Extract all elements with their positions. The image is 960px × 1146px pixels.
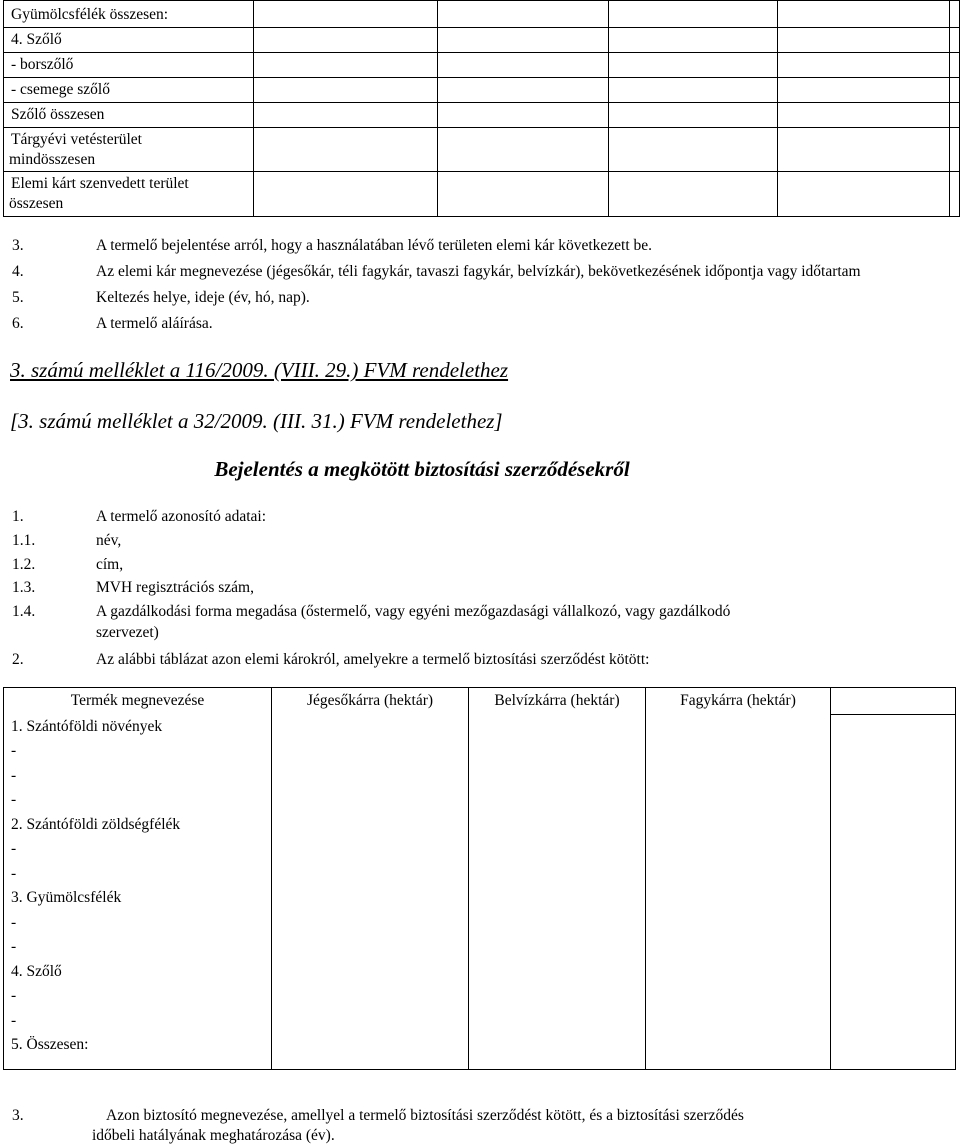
header-hail: Jégesőkárra (hektár): [272, 688, 469, 715]
annex-heading: 3. számú melléklet a 116/2009. (VIII. 29.) FVM rendelethez: [10, 358, 509, 382]
table-body: [4, 715, 956, 1070]
table-row: [4, 1, 960, 28]
table-row: 3. Gyümölcsfélék: [11, 889, 122, 906]
list-item: 2. Az alábbi táblázat azon elemi károkról, amelyekre a termelő biztosítási szerződést kötött:: [12, 651, 650, 668]
table-row: -: [11, 938, 17, 955]
row-label: Elemi kárt szenvedett terület összesen: [4, 172, 254, 217]
crop-area-table: [3, 0, 960, 217]
table-row: -: [11, 791, 17, 808]
list-item: 1. A termelő azonosító adatai:: [12, 508, 267, 525]
list-item: 1.4. A gazdálkodási forma megadása (őstermelő, vagy egyéni mezőgazdasági vállalkozó, vagy gazdálkodó: [12, 603, 731, 620]
row-label: - borszőlő: [4, 53, 254, 78]
table-row: -: [11, 987, 17, 1004]
row-label: 4. Szőlő: [4, 28, 254, 53]
list-item: 3. A termelő bejelentése arról, hogy a használatában lévő területen elemi kár következett be.: [12, 237, 653, 254]
row-label: Tárgyévi vetésterület mindösszesen: [4, 128, 254, 172]
row-label: Gyümölcsfélék összesen:: [4, 1, 254, 28]
hail-column: [272, 715, 469, 1070]
list-item: 1.3. MVH regisztrációs szám,: [12, 579, 254, 596]
table-row: [4, 103, 960, 128]
list-item: 5. Keltezés helye, ideje (év, hó, nap).: [12, 289, 310, 306]
table-row: [4, 128, 960, 172]
row-label: Szőlő összesen: [4, 103, 254, 128]
header-product: Termék megnevezése: [4, 688, 272, 715]
table-row: -: [11, 1011, 17, 1029]
table-row: 2. Szántóföldi zöldségfélék: [11, 815, 181, 833]
table-row: 4. Szőlő: [11, 962, 62, 980]
annex-subheading: [3. számú melléklet a 32/2009. (III. 31.) FVM rendelethez]: [10, 409, 503, 433]
list-item: 1.1. név,: [12, 532, 122, 549]
table-row: -: [11, 766, 17, 784]
table-row: -: [11, 840, 17, 857]
product-column: [4, 715, 272, 1070]
header-inland-water: Belvízkárra (hektár): [469, 688, 646, 715]
form-title: Bejelentés a megkötött biztosítási szerződésekről: [214, 457, 630, 481]
table-row: -: [11, 913, 17, 931]
table-header-row: [4, 688, 956, 715]
list-item: 3. Azon biztosító megnevezése, amellyel a termelő biztosítási szerződést kötött, és a biztosítási szerződés: [12, 1107, 744, 1124]
list-item-continuation: szervezet): [96, 624, 159, 641]
list-item-continuation: időbeli hatályának meghatározása (év).: [92, 1127, 335, 1144]
list-item: 6. A termelő aláírása.: [12, 315, 213, 332]
table-row: [4, 172, 960, 217]
table-row: 1. Szántóföldi növények: [11, 717, 163, 735]
frost-column: [646, 715, 831, 1070]
list-item: 4. Az elemi kár megnevezése (jégesőkár, téli fagykár, tavaszi fagykár, belvízkár), bekövetkezésének időpontja vagy időtartam: [12, 263, 861, 280]
insurance-table: [3, 687, 956, 1070]
row-label: - csemege szőlő: [4, 78, 254, 103]
table-row: [4, 53, 960, 78]
header-frost: Fagykárra (hektár): [646, 688, 831, 715]
table-row: [4, 78, 960, 103]
table-row: 5. Összesen:: [11, 1036, 89, 1053]
table-row: -: [11, 742, 17, 759]
list-item: 1.2. cím,: [12, 556, 124, 573]
table-row: -: [11, 864, 17, 882]
inland-water-column: [469, 715, 646, 1070]
table-row: [4, 28, 960, 53]
